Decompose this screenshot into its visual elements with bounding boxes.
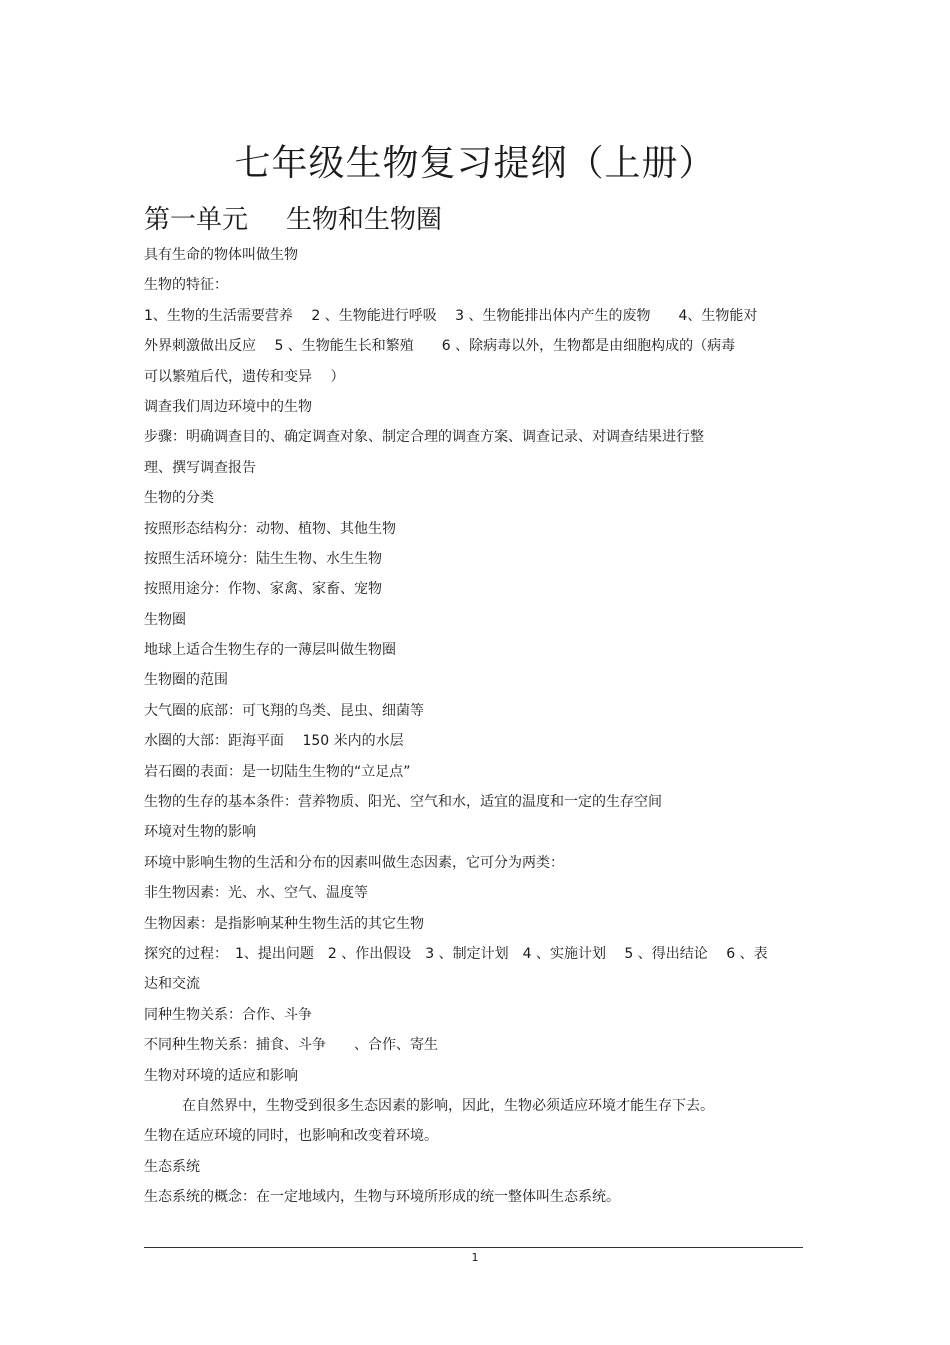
text-line: 按照形态结构分：动物、植物、其他生物 [144,520,396,537]
text-line: 生物的特征： [144,277,228,294]
page-title: 七年级生物复习提纲（上册） [234,143,716,184]
text-line: 同种生物关系：合作、斗争 [144,1006,312,1023]
section-label: 第一单元 [144,205,249,235]
text-line: 水圈的大部：距海平面 150 米内的水层 [144,733,404,750]
text-line: 不同种生物关系：捕食、斗争 、合作、寄生 [144,1037,438,1054]
text-line: 步骤：明确调查目的、确定调查对象、制定合理的调查方案、调查记录、对调查结果进行整 [144,429,704,446]
text-line: 生物的生存的基本条件：营养物质、阳光、空气和水，适宜的温度和一定的生存空间 [144,794,662,811]
document-body [144,240,809,1213]
text-line: 岩石圈的表面：是一切陆生生物的“立足点” [144,763,411,780]
text-line: 生态系统 [144,1158,200,1175]
footer-divider [144,1247,803,1248]
text-line: 在自然界中，生物受到很多生态因素的影响，因此，生物必须适应环境才能生存下去。 [182,1097,714,1114]
text-line: 生物在适应环境的同时，也影响和改变着环境。 [144,1128,438,1145]
text-line: 生物圈 [144,611,186,628]
text-line: 探究的过程： 1、提出问题 2 、作出假设 3 、制定计划 4 、实施计划 5 、得出结论 6 、表 [144,945,768,962]
text-line: 按照用途分：作物、家禽、家畜、宠物 [144,581,382,598]
text-line: 非生物因素：光、水、空气、温度等 [144,885,368,902]
text-line: 环境中影响生物的生活和分布的因素叫做生态因素，它可分为两类： [144,854,564,871]
text-line: 调查我们周边环境中的生物 [144,398,312,415]
page-number: 1 [471,1251,479,1264]
text-line: 1、生物的生活需要营养 2 、生物能进行呼吸 3 、生物能排出体内产生的废物 4、生物能对 [144,307,758,324]
text-line: 外界刺激做出反应 5 、生物能生长和繁殖 6 、除病毒以外，生物都是由细胞构成的（病毒 [144,338,736,355]
text-line: 生物的分类 [144,490,214,507]
text-line: 理、撰写调查报告 [144,459,256,476]
text-line: 地球上适合生物生存的一薄层叫做生物圈 [144,642,396,659]
text-line: 大气圈的底部：可飞翔的鸟类、昆虫、细菌等 [144,702,424,719]
text-line: 生物圈的范围 [144,672,228,689]
text-line: 按照生活环境分：陆生生物、水生生物 [144,550,382,567]
text-line: 可以繁殖后代，遗传和变异 ） [144,368,345,385]
section-heading [144,202,442,238]
text-line: 环境对生物的影响 [144,824,256,841]
text-line: 具有生命的物体叫做生物 [144,247,298,263]
text-line: 达和交流 [144,976,200,993]
text-line: 生态系统的概念：在一定地域内，生物与环境所形成的统一整体叫生态系统。 [144,1189,620,1206]
text-line: 生物对环境的适应和影响 [144,1067,298,1084]
text-line: 生物因素：是指影响某种生物生活的其它生物 [144,915,424,932]
section-name: 生物和生物圈 [286,205,443,235]
